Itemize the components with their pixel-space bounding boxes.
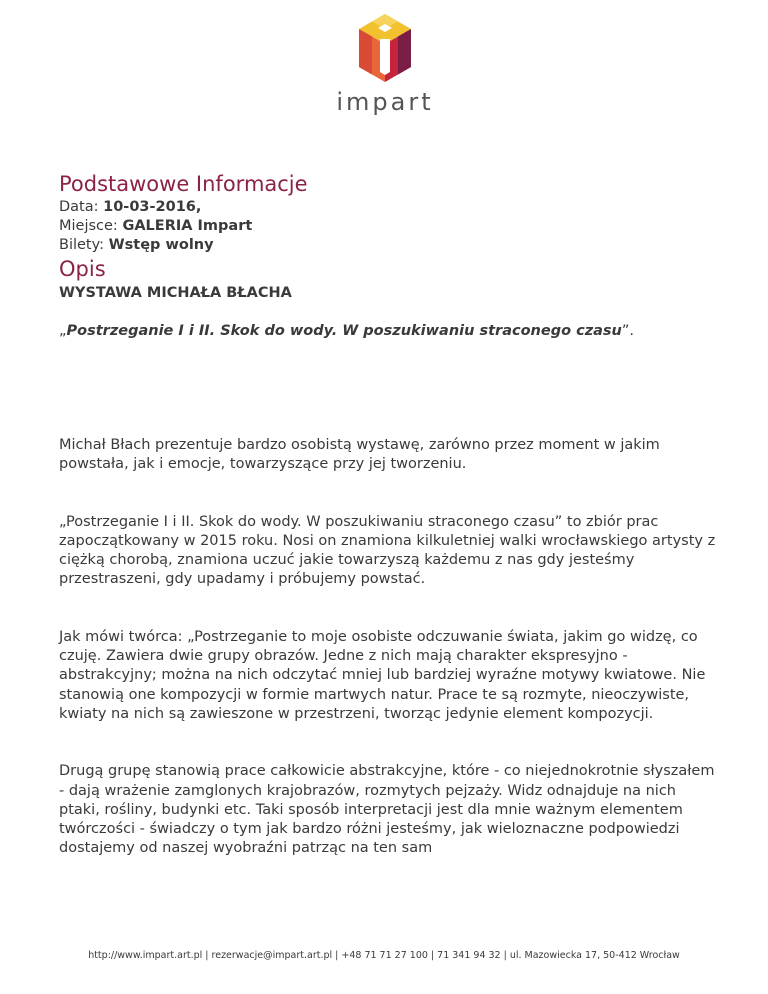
- tickets-label: Bilety:: [59, 237, 109, 253]
- basic-info-title: Podstawowe Informacje: [59, 172, 308, 196]
- impart-wordmark: impart: [336, 88, 434, 116]
- date-value: 10-03-2016,: [103, 199, 202, 215]
- exhibition-quote-title: [59, 322, 719, 341]
- exhibition-heading: WYSTAWA MICHAŁA BŁACHA: [59, 285, 292, 301]
- date-line: [59, 198, 719, 217]
- description-paragraph-2: „Postrzeganie I i II. Skok do wody. W poszukiwaniu straconego czasu” to zbiór prac zapoczątkowany w 2015 roku. Nosi on znamiona kilkuletniej walki wrocławskiego artysty z ciężką chorobą, znamiona uczuć jakie towarzyszą każdemu z nas gdy jesteśmy przestraszeni, gdy upadamy i próbujemy powstać.: [59, 513, 716, 588]
- impart-logo-mark: [355, 12, 415, 84]
- event-details: [59, 170, 719, 859]
- tickets-line: [59, 236, 719, 255]
- place-value: GALERIA Impart: [122, 218, 253, 234]
- tickets-value: Wstęp wolny: [108, 237, 214, 253]
- description-paragraph-1: Michał Błach prezentuje bardzo osobistą wystawę, zarówno przez moment w jakim powstała, jak i emocje, towarzyszące przy jej tworzeniu.: [59, 437, 660, 473]
- place-label: Miejsce:: [59, 218, 123, 234]
- place-line: [59, 217, 719, 236]
- quote-open: „: [59, 323, 67, 339]
- page-footer: http://www.impart.art.pl | rezerwacje@impart.art.pl | +48 71 71 27 100 | 71 341 94 32 | ul. Mazowiecka 17, 50-412 Wrocław: [88, 950, 680, 961]
- date-label: Data:: [59, 199, 104, 215]
- quote-title-text: Postrzeganie I i II. Skok do wody. W poszukiwaniu straconego czasu: [66, 323, 622, 339]
- description-title: Opis: [59, 257, 106, 281]
- quote-close: ”.: [621, 323, 634, 339]
- description-paragraph-3: Jak mówi twórca: „Postrzeganie to moje osobiste odczuwanie świata, jakim go widzę, co czuję. Zawiera dwie grupy obrazów. Jedne z nich mają charakter ekspresyjno - abstrakcyjny; można na nich odczytać mniej lub bardziej wyraźne motywy kwiatowe. Nie stanowią one kompozycji w formie martwych natur. Prace te są rozmyte, nieoczywiste, kwiaty na nich są zawieszone w przestrzeni, tworząc jedynie element kompozycji.: [59, 628, 706, 722]
- description-paragraph-4: Drugą grupę stanowią prace całkowicie abstrakcyjne, które - co niejednokrotnie słyszałem - dają wrażenie zamglonych krajobrazów, rozmytych pejzaży. Widz odnajduje na nich ptaki, rośliny, budynki etc. Taki sposób interpretacji jest dla mnie ważnym elementem twórczości - świadczy o tym jak bardzo różni jesteśmy, jak wieloznaczne podpowiedzi dostajemy od naszej wyobraźni patrząc na ten sam: [59, 763, 715, 857]
- impart-logo: [330, 12, 440, 116]
